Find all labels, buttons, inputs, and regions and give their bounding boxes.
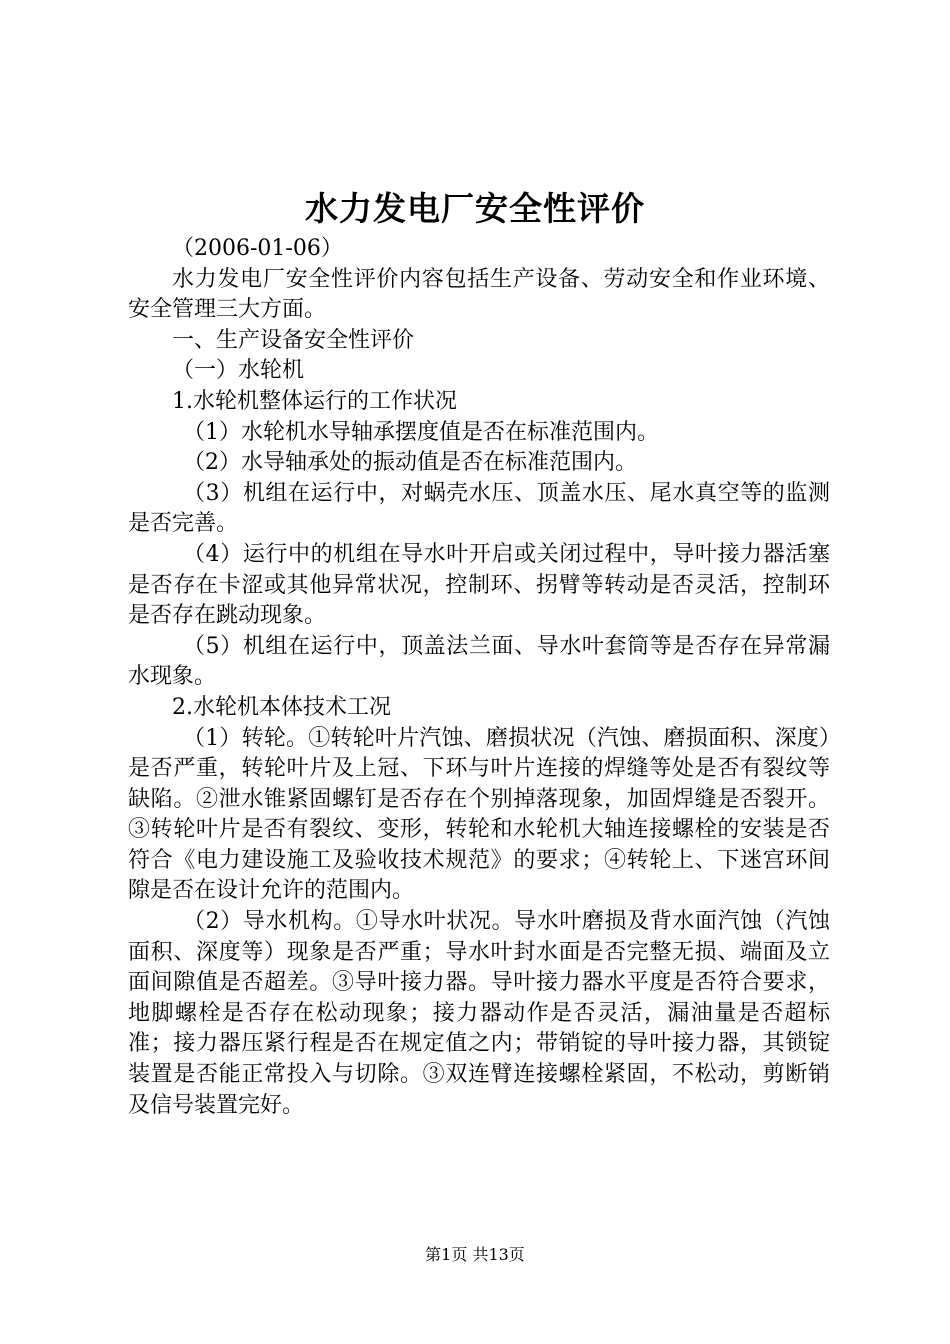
list-item: （2）导水机构。①导水叶状况。导水叶磨损及背水面汽蚀（汽蚀面积、深度等）现象是否严重；导水叶封水面是否完整无损、端面及立面间隙值是否超差。③导叶接力器。导叶接力器水平度是否符合要求，地脚螺栓是否存在松动现象；接力器动作是否灵活，漏油量是否超标准；接力器压紧行程是否在规定值之内；带销锭的导叶接力器，其锁锭装置是否能正常投入与切除。③双连臂连接螺栓紧固，不松动，剪断销及信号装置完好。 (128, 909, 830, 1118)
document-title: 水力发电厂安全性评价 (305, 189, 645, 228)
list-item: （3）机组在运行中，对蜗壳水压、顶盖水压、尾水真空等的监测是否完善。 (128, 480, 830, 537)
intro-paragraph: 水力发电厂安全性评价内容包括生产设备、劳动安全和作业环境、安全管理三大方面。 (128, 266, 830, 323)
list-item: （4）运行中的机组在导水叶开启或关闭过程中，导叶接力器活塞是否存在卡涩或其他异常状况，控制环、拐臂等转动是否灵活，控制环是否存在跳动现象。 (128, 541, 830, 629)
page-footer: 第1页 共13页 (425, 1245, 525, 1264)
section-heading: 一、生产设备安全性评价 (172, 327, 415, 353)
list-item: （1）水轮机水导轴承摆度值是否在标准范围内。 (183, 419, 659, 445)
item-heading: 2.水轮机本体技术工况 (172, 694, 391, 720)
date-line: （2006-01-06） (172, 236, 343, 261)
list-item: （5）机组在运行中，顶盖法兰面、导水叶套筒等是否存在异常漏水现象。 (128, 633, 830, 690)
item-heading: 1.水轮机整体运行的工作状况 (172, 388, 457, 414)
subsection-heading: （一）水轮机 (172, 358, 305, 384)
list-item: （1）转轮。①转轮叶片汽蚀、磨损状况（汽蚀、磨损面积、深度）是否严重，转轮叶片及上冠、下环与叶片连接的焊缝等处是否有裂纹等缺陷。②泄水锥紧固螺钉是否存在个别掉落现象，加固焊缝是否裂开。③转轮叶片是否有裂纹、变形，转轮和水轮机大轴连接螺栓的安装是否符合《电力建设施工及验收技术规范》的要求；④转轮上、下迷宫环间隙是否在设计允许的范围内。 (128, 725, 830, 904)
document-body (128, 234, 830, 1121)
list-item: （2）水导轴承处的振动值是否在标准范围内。 (183, 450, 637, 476)
